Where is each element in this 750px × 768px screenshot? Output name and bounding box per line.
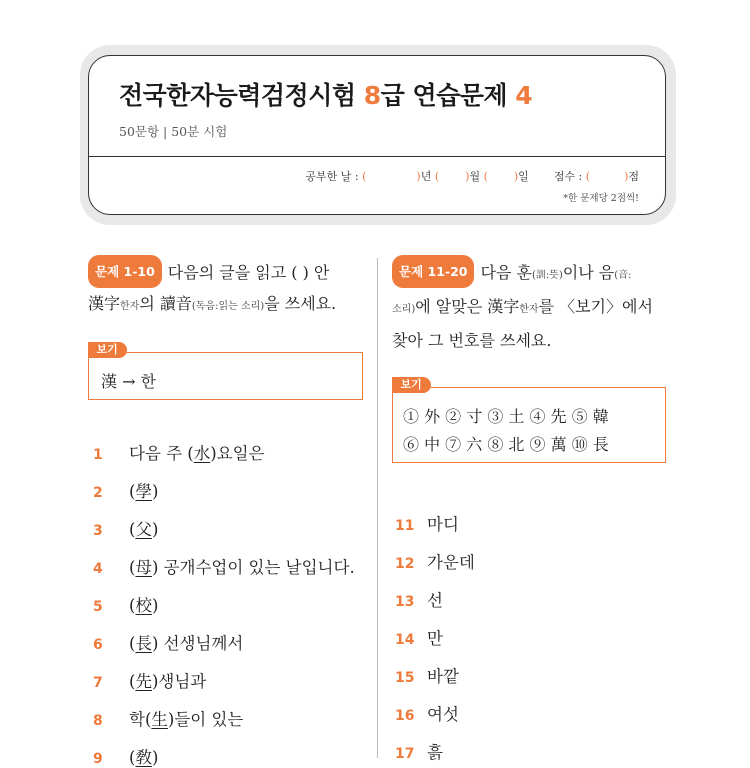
question-number: 11 <box>395 518 415 534</box>
question-number: 8 <box>93 713 103 729</box>
question-item <box>395 511 459 535</box>
question-text: 마디 <box>427 515 459 534</box>
question-item <box>395 549 475 573</box>
section-badge: 문제 11-20 <box>392 255 474 288</box>
question-text: 바깥 <box>427 667 459 686</box>
study-date-line: 공부한 날 : ( )년 ( )월 ( )일 점수 : ( )점 <box>305 170 639 183</box>
question-number: 2 <box>93 485 103 501</box>
question-hanja: 長 <box>135 634 152 653</box>
question-hanja: 學 <box>135 482 152 501</box>
question-number: 16 <box>395 708 415 724</box>
question-item: 5 (校) <box>93 596 159 615</box>
question-number: 1 <box>93 447 103 463</box>
question-number: 7 <box>93 675 103 691</box>
example-choices-line-2: ⑥ 中 ⑦ 六 ⑧ 北 ⑨ 萬 ⑩ 長 <box>403 435 609 454</box>
page-title: 전국한자능력검정시험 8급 연습문제 4 <box>119 81 533 110</box>
question-text: 선 <box>427 591 443 610</box>
left-instruction: 문제 1-10 다음의 글을 읽고 ( ) 안 漢字한자의 讀音(독음:읽는 소리)을 쓰세요. <box>88 255 373 322</box>
question-item <box>395 625 443 649</box>
page-subtitle: 50문항 | 50분 시험 <box>119 124 228 139</box>
example-label: 보기 <box>88 342 127 358</box>
question-item: 9 (敎) <box>93 748 159 767</box>
question-hanja: 父 <box>135 520 152 539</box>
question-item <box>395 701 459 725</box>
score-note: *한 문제당 2점씩! <box>563 193 639 204</box>
question-text: 만 <box>427 629 443 648</box>
column-divider <box>377 258 378 758</box>
header-box <box>88 55 666 215</box>
right-instruction: 문제 11-20 다음 훈(訓:뜻)이나 음(音: 소리)에 알맞은 漢字한자를 〈보기〉에서 찾아 그 번호를 쓰세요. <box>392 255 677 356</box>
example-choices-line-1: ① 外 ② 寸 ③ 土 ④ 先 ⑤ 韓 <box>403 407 609 426</box>
question-item: 1 다음 주 (水)요일은 <box>93 444 265 463</box>
question-item <box>395 587 443 611</box>
question-item: 6 (長) 선생님께서 <box>93 634 244 653</box>
example-content: 漢 → 한 <box>101 372 157 391</box>
question-text: 여섯 <box>427 705 459 724</box>
question-number: 3 <box>93 523 103 539</box>
example-label: 보기 <box>392 377 431 393</box>
question-item: 2 (學) <box>93 482 159 501</box>
question-number: 13 <box>395 594 415 610</box>
question-item: 7 (先)생님과 <box>93 672 207 691</box>
question-number: 6 <box>93 637 103 653</box>
question-hanja: 敎 <box>135 748 152 767</box>
question-text: 가운데 <box>427 553 475 572</box>
question-item <box>395 739 443 763</box>
question-number: 12 <box>395 556 415 572</box>
question-number: 4 <box>93 561 103 577</box>
question-item <box>395 663 459 687</box>
question-item: 3 (父) <box>93 520 159 539</box>
section-badge: 문제 1-10 <box>88 255 162 288</box>
question-number: 9 <box>93 751 103 767</box>
header-divider <box>89 156 665 157</box>
question-number: 17 <box>395 746 415 762</box>
question-hanja: 校 <box>135 596 152 615</box>
question-number: 15 <box>395 670 415 686</box>
question-number: 5 <box>93 599 103 615</box>
question-number: 14 <box>395 632 415 648</box>
question-item: 8 학(生)들이 있는 <box>93 710 244 729</box>
left-example-box <box>88 343 363 400</box>
right-example-box <box>392 378 666 463</box>
question-text: 흙 <box>427 743 443 762</box>
question-hanja: 母 <box>135 558 152 577</box>
question-hanja: 水 <box>193 444 211 463</box>
question-hanja: 先 <box>135 672 152 691</box>
question-item: 4 (母) 공개수업이 있는 날입니다. <box>93 558 355 577</box>
question-hanja: 生 <box>151 710 168 729</box>
